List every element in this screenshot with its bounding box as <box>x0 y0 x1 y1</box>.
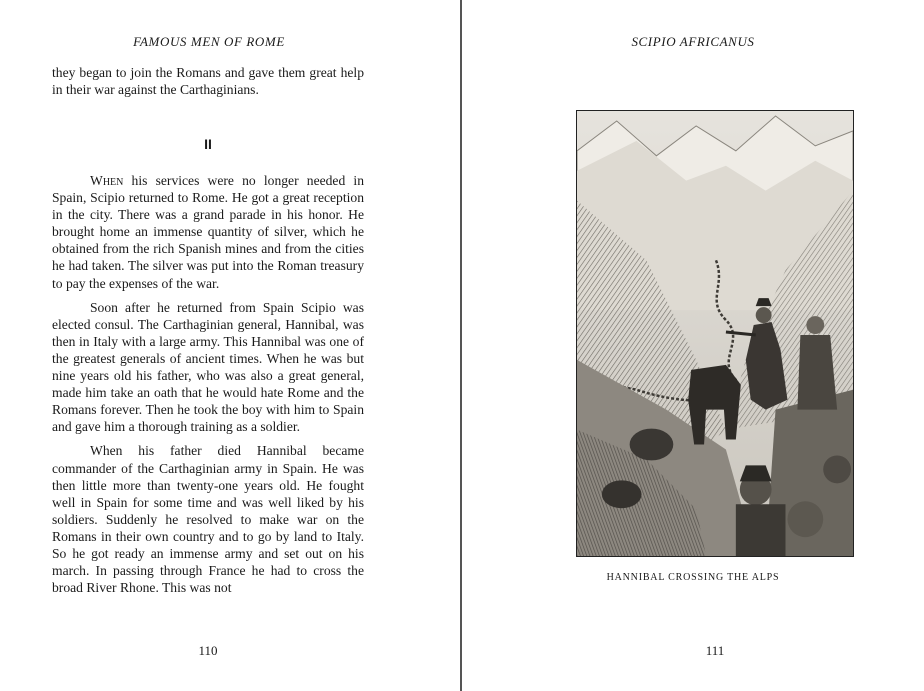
hannibal-alps-engraving-icon <box>576 110 854 557</box>
illustration-caption: HANNIBAL CROSSING THE ALPS <box>606 572 780 583</box>
page-number-left: 110 <box>198 643 218 658</box>
right-page <box>462 0 924 691</box>
paragraph-3: When his father died Hannibal became commander of the Carthaginian army in Spain. He was then little more than twenty-one years old. He fought well in Spain for some time and was well liked by his soldiers. Suddenly he resolved to make war on the Romans in their own country and to go by land to Italy. So he got ready an immense army and set out on his march. In passing through France he had to cross the broad River Rhone. This was not <box>52 443 364 596</box>
carry-over-text: they began to join the Romans and gave them great help in their war against the Carthaginians. <box>52 65 364 98</box>
paragraph-1-lead: When <box>90 173 124 188</box>
paragraph-1 <box>52 172 364 292</box>
paragraph-1-text: his services were no longer needed in Spain, Scipio returned to Rome. He got a great reception in the city. There was a grand parade in his honor. He brought home an immense quantity of silver, which he obtained from the rich Spanish mines and from the cities he had taken. The silver was put into the Roman treasury to pay the expenses of the war. <box>52 173 364 291</box>
paragraph-2: Soon after he returned from Spain Scipio was elected consul. The Carthaginian general, Hannibal, was then in Italy with a large army. This Hannibal was one of the greatest generals of ancient times. When he was but nine years old his father, who was also a great general, made him take an oath that he would hate Rome and the Romans forever. Then he took the boy with him to Spain and gave him a thorough training as a soldier. <box>52 299 364 435</box>
page-number-right: 111 <box>705 643 725 658</box>
running-head-right: SCIPIO AFRICANUS <box>631 34 755 49</box>
section-number: II <box>204 136 212 152</box>
running-head-left: FAMOUS MEN OF ROME <box>133 34 285 49</box>
carry-over-paragraph <box>52 64 364 98</box>
left-page <box>0 0 460 691</box>
main-text-block <box>52 172 364 603</box>
engraving-svg <box>577 111 853 556</box>
